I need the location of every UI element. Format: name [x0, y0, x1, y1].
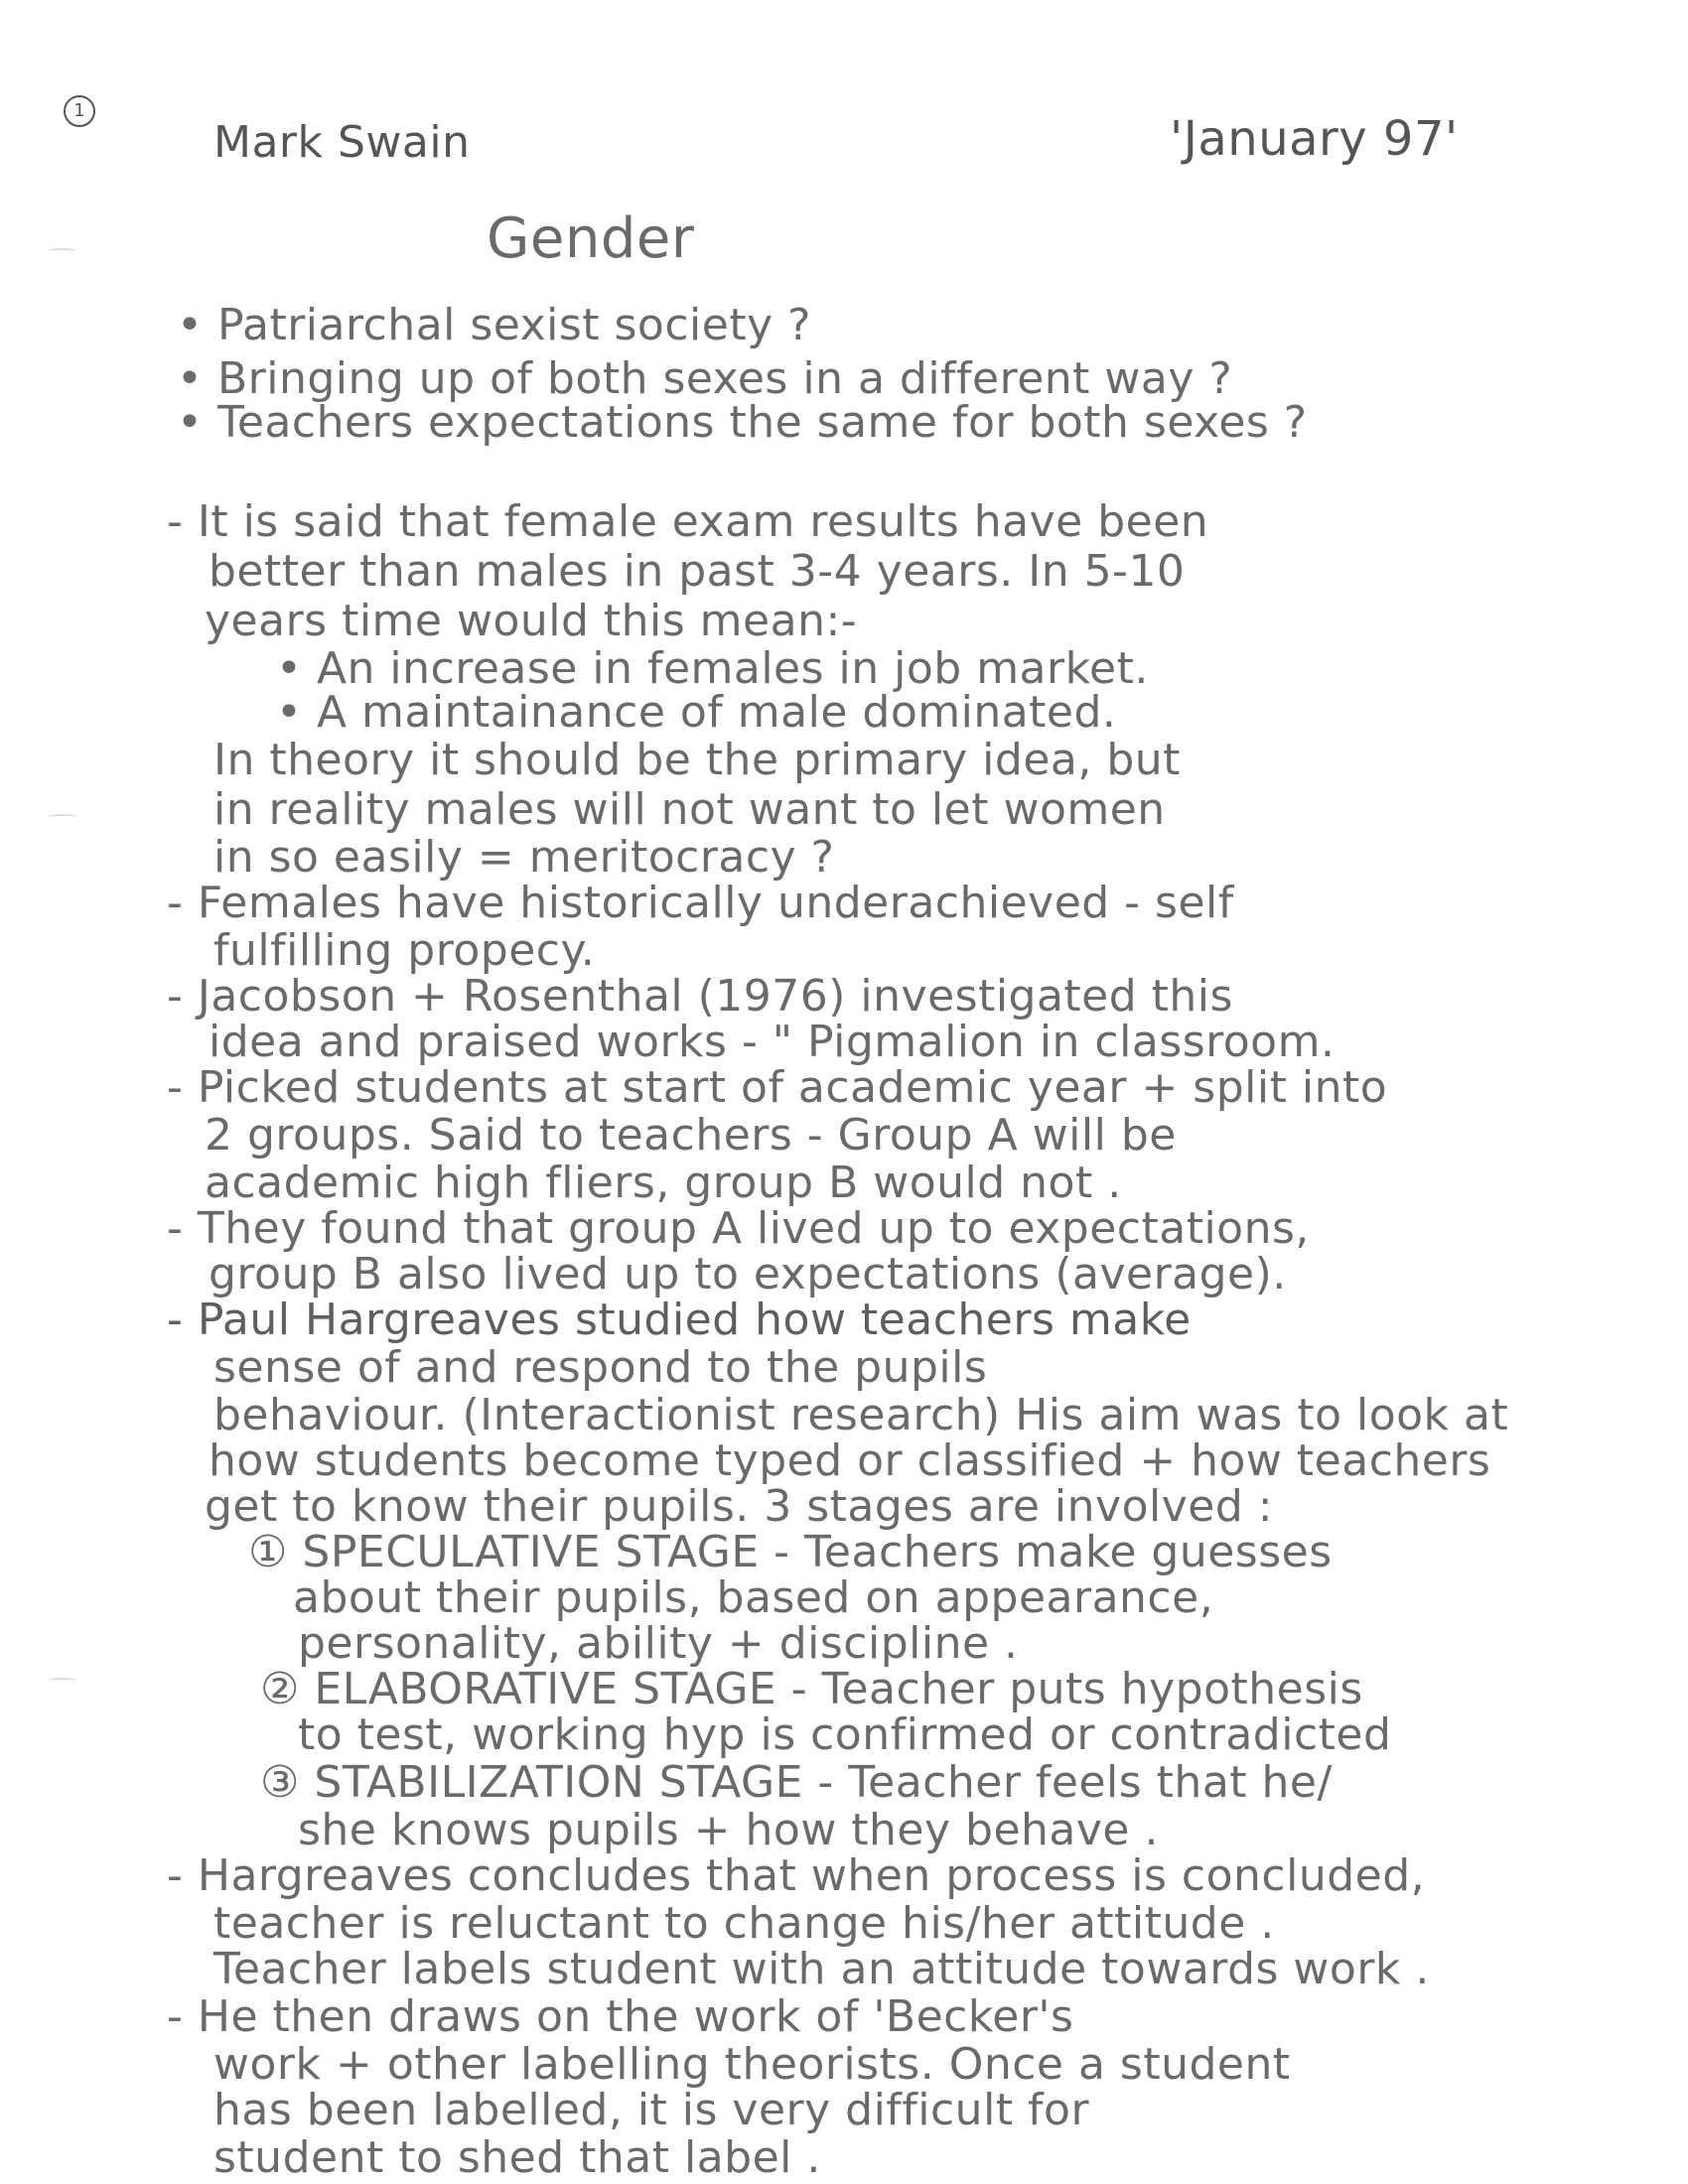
note-line: • An increase in females in job market.: [276, 643, 1149, 694]
note-line: ③ STABILIZATION STAGE - Teacher feels that he/: [260, 1757, 1333, 1808]
note-line: personality, ability + discipline .: [298, 1618, 1019, 1669]
note-line: ② ELABORATIVE STAGE - Teacher puts hypothesis: [260, 1664, 1363, 1714]
note-line: in so easily = meritocracy ?: [213, 832, 835, 883]
note-line: sense of and respond to the pupils: [213, 1342, 988, 1393]
note-line: get to know their pupils. 3 stages are involved :: [205, 1481, 1274, 1532]
note-line: - They found that group A lived up to expectations,: [167, 1203, 1310, 1254]
note-line: how students become typed or classified + how teachers: [209, 1435, 1491, 1486]
note-line: behaviour. (Interactionist research) His aim was to look at: [213, 1390, 1509, 1440]
note-line: 2 groups. Said to teachers - Group A will be: [205, 1110, 1177, 1160]
punch-hole-mark: [48, 248, 77, 254]
note-line: • Teachers expectations the same for both sexes ?: [177, 397, 1308, 448]
note-line: student to shed that label .: [213, 2132, 821, 2183]
note-line: she knows pupils + how they behave .: [298, 1805, 1159, 1855]
punch-hole-mark: [48, 1678, 77, 1684]
note-line: in reality males will not want to let women: [213, 784, 1166, 835]
note-line: teacher is reluctant to change his/her attitude .: [213, 1898, 1275, 1949]
note-line: • Bringing up of both sexes in a different way ?: [177, 353, 1233, 404]
page-title: Gender: [487, 206, 695, 271]
note-line: - It is said that female exam results have been: [167, 496, 1209, 547]
note-date: 'January 97': [1170, 111, 1459, 167]
note-line: - He then draws on the work of 'Becker's: [167, 1991, 1074, 2042]
author-name: Mark Swain: [213, 117, 471, 168]
note-line: - Females have historically underachieved - self: [167, 878, 1234, 928]
note-line: work + other labelling theorists. Once a student: [213, 2039, 1291, 2090]
note-line: - Hargreaves concludes that when process is concluded,: [167, 1850, 1426, 1901]
note-line: ① SPECULATIVE STAGE - Teachers make guesses: [248, 1527, 1333, 1577]
note-line: • A maintainance of male dominated.: [276, 687, 1117, 738]
note-line: about their pupils, based on appearance,: [293, 1572, 1214, 1623]
note-line: better than males in past 3-4 years. In 5-10: [209, 546, 1186, 597]
page-number: 1: [64, 95, 95, 127]
note-line: - Paul Hargreaves studied how teachers make: [167, 1295, 1192, 1345]
note-line: years time would this mean:-: [205, 596, 858, 646]
note-line: - Jacobson + Rosenthal (1976) investigated this: [167, 971, 1233, 1022]
note-line: idea and praised works - " Pigmalion in classroom.: [209, 1017, 1336, 1067]
note-line: - Picked students at start of academic year + split into: [167, 1062, 1388, 1113]
note-line: group B also lived up to expectations (average).: [209, 1249, 1287, 1299]
note-line: fulfilling propecy.: [213, 925, 596, 976]
note-line: has been labelled, it is very difficult for: [213, 2085, 1090, 2135]
note-line: In theory it should be the primary idea, but: [213, 735, 1181, 785]
note-line: to test, working hyp is confirmed or contradicted: [298, 1709, 1392, 1760]
note-line: academic high fliers, group B would not .: [205, 1158, 1122, 1208]
note-line: • Patriarchal sexist society ?: [177, 300, 811, 350]
note-line: Teacher labels student with an attitude towards work .: [213, 1944, 1430, 1994]
punch-hole-mark: [48, 814, 77, 820]
